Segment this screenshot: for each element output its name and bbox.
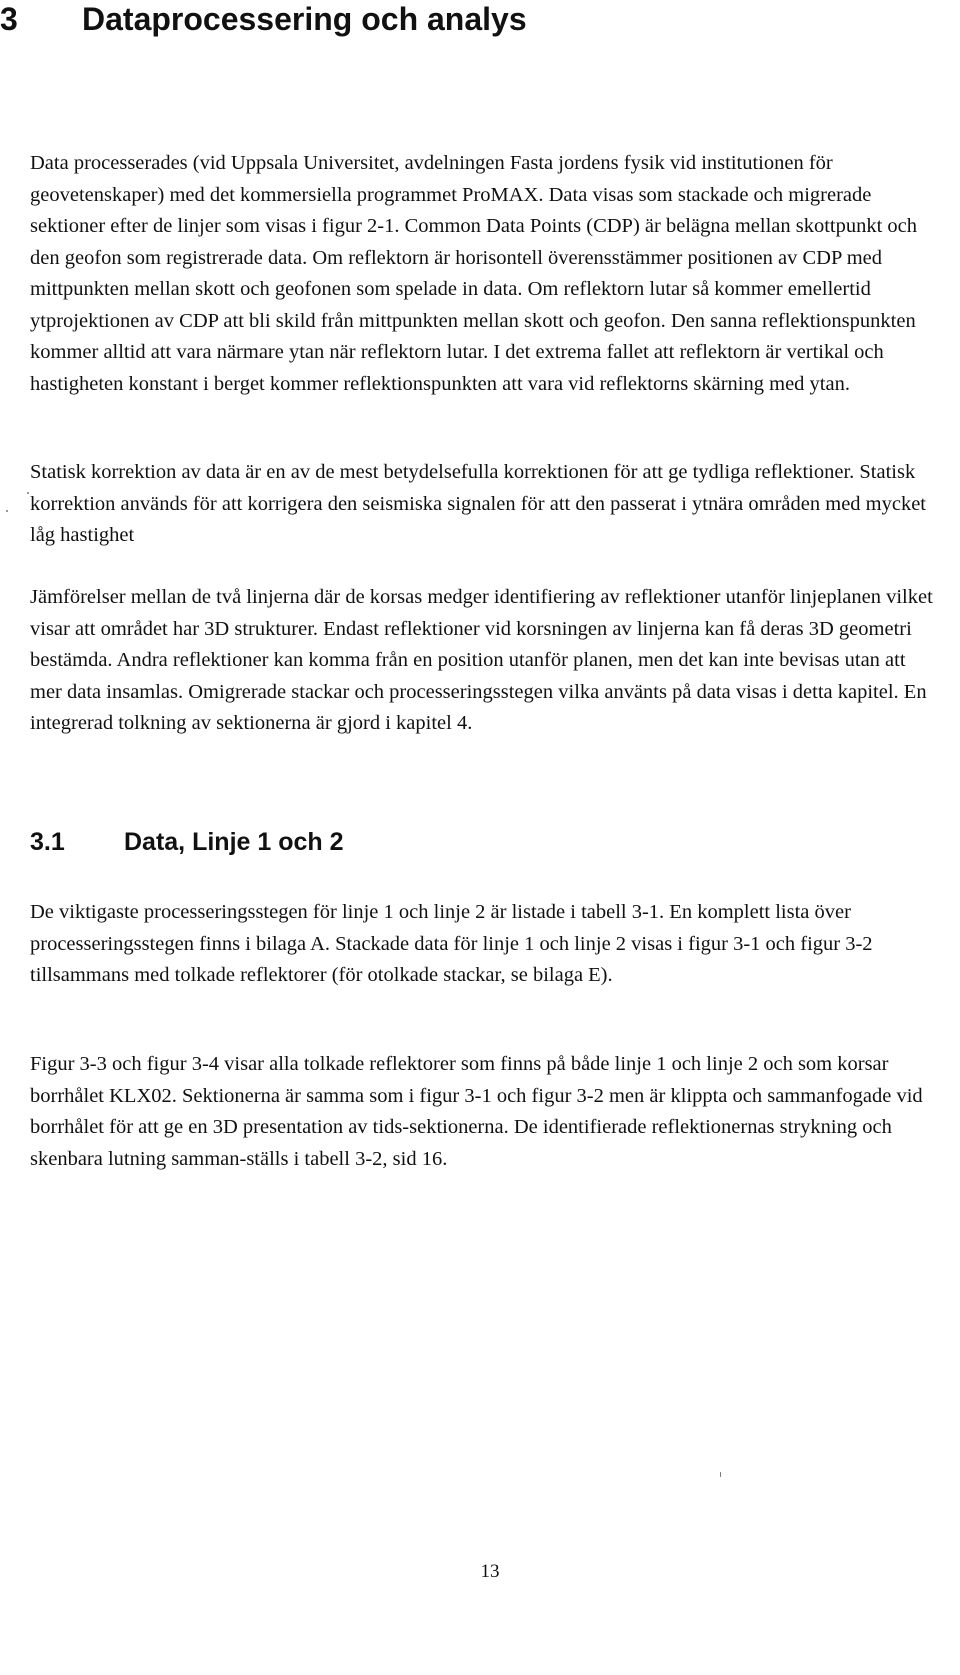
intro-paragraph-processing: Data processerades (vid Uppsala Universitet, avdelningen Fasta jordens fysik vid institutionen för geovetenskaper) med det kommersiella programmet ProMAX. Data visas som stackade och migrerade sektioner efter de linjer som visas i figur 2-1. Common Data Points (CDP) är belägna mellan skottpunkt och den geofon som registrerade data. Om reflektorn är horisontell överensstämmer positionen av CDP med mittpunkten mellan skott och geofonen som spelade in data. Om reflektorn lutar så kommer emellertid ytprojektionen av CDP att bli skild från mittpunkten mellan skott och geofon. Den sanna reflektionspunkten kommer alltid att vara närmare ytan när reflektorn lutar. I det extrema fallet att reflektorn är vertikal och hastigheten konstant i berget kommer reflektionspunkten att vara vid reflektorns skärning med ytan.: [30, 152, 918, 395]
scan-speck: [27, 492, 29, 494]
chapter-heading: [0, 0, 527, 38]
section-heading: [30, 827, 344, 857]
chapter-title: Dataprocessering och analys: [82, 1, 527, 37]
chapter-number: 3: [0, 1, 18, 37]
section-title: Data, Linje 1 och 2: [124, 828, 344, 856]
page-number: 13: [480, 1561, 500, 1582]
scan-speck: [6, 510, 8, 512]
intro-paragraph-comparison: Jämförelser mellan de två linjerna där de korsas medger identifiering av reflektioner utanför linjeplanen vilket visar att området har 3D strukturer. Endast reflektioner vid korsningen av linjerna kan få deras 3D geometri bestämda. Andra reflektioner kan komma från en position utanför planen, men det kan inte bevisas utan att mer data insamlas. Omigrerade stackar och processeringsstegen vilka använts på data visas i detta kapitel. En integrerad tolkning av sektionerna är gjord i kapitel 4.: [30, 586, 933, 734]
scan-speck: [720, 1472, 721, 1477]
section-paragraph-steps: De viktigaste processeringsstegen för linje 1 och linje 2 är listade i tabell 3-1. En komplett lista över processeringsstegen finns i bilaga A. Stackade data för linje 1 och linje 2 visas i figur 3-1 och figur 3-2 tillsammans med tolkade reflektorer (för otolkade stackar, se bilaga E).: [30, 901, 873, 986]
section-number: 3.1: [30, 828, 65, 856]
intro-paragraph-static-correction: Statisk korrektion av data är en av de mest betydelsefulla korrektionen för att ge tydliga reflektioner. Statisk korrektion används för att korrigera den seismiska signalen för att den passerat i ytnära områden med mycket låg hastighet: [30, 461, 927, 546]
section-paragraph-figures: Figur 3-3 och figur 3-4 visar alla tolkade reflektorer som finns på både linje 1 och linje 2 och som korsar borrhålet KLX02. Sektionerna är samma som i figur 3-1 och figur 3-2 men är klippta och sammanfogade vid borrhålet för att ge en 3D presentation av tids-sektionerna. De identifierade reflektionernas strykning och skenbara lutning samman-ställs i tabell 3-2, sid 16.: [30, 1053, 923, 1170]
